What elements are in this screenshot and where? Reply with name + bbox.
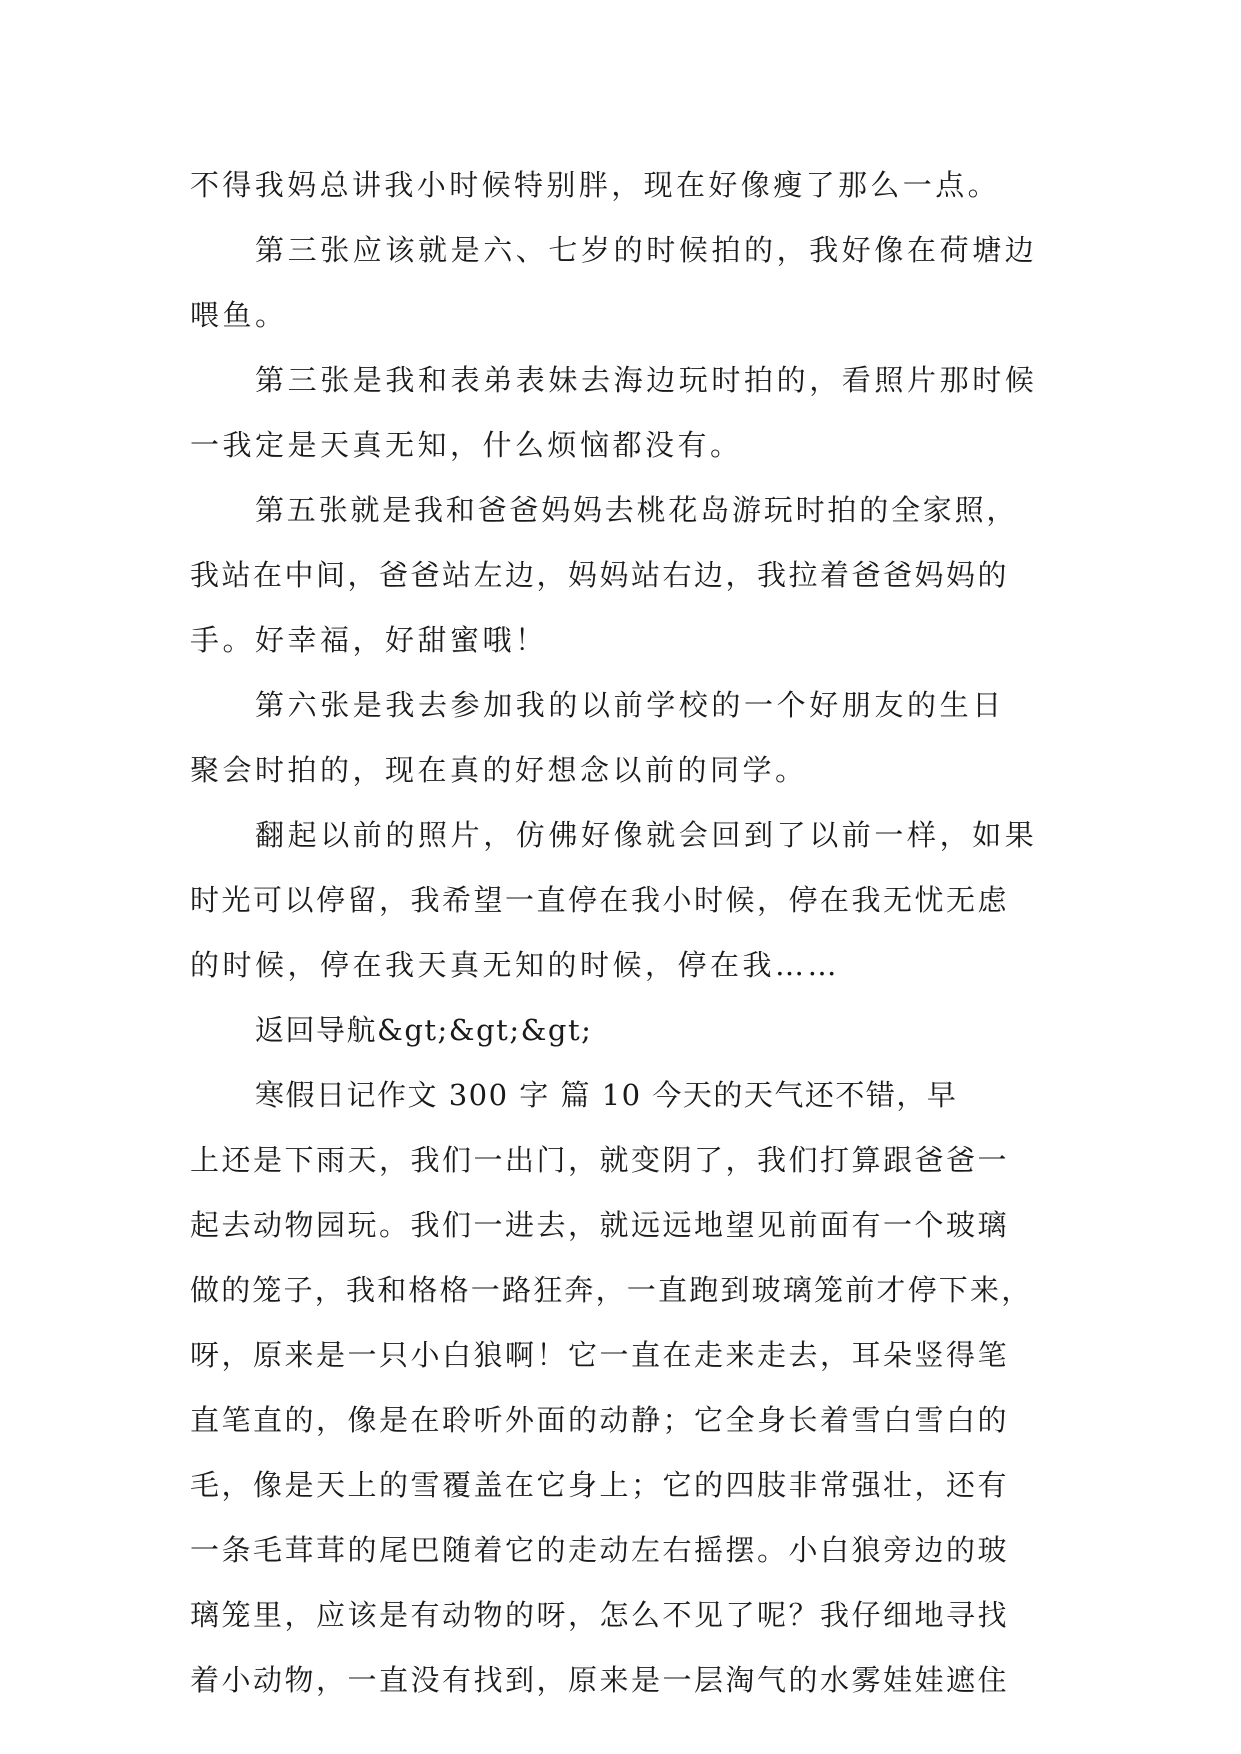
text-line: 直笔直的，像是在聆听外面的动静；它全身长着雪白雪白的 [190,1403,1010,1437]
paragraph-start: 翻起以前的照片，仿佛好像就会回到了以前一样，如果 [255,818,1038,852]
text-line: 起去动物园玩。我们一进去，就远远地望见前面有一个玻璃 [190,1208,1010,1242]
text-line: 时光可以停留，我希望一直停在我小时候，停在我无忧无虑 [190,883,1010,917]
text-line: 呀，原来是一只小白狼啊！它一直在走来走去，耳朵竖得笔 [190,1338,1010,1372]
back-to-navigation-link[interactable]: 返回导航&gt;&gt;&gt; [255,1013,593,1047]
text-line: 毛，像是天上的雪覆盖在它身上；它的四肢非常强壮，还有 [190,1468,1010,1502]
paragraph-start: 第五张就是我和爸爸妈妈去桃花岛游玩时拍的全家照， [255,493,1019,527]
text-line: 一条毛茸茸的尾巴随着它的走动左右摇摆。小白狼旁边的玻 [190,1533,1010,1567]
text-line: 上还是下雨天，我们一出门，就变阴了，我们打算跟爸爸一 [190,1143,1010,1177]
text-line: 璃笼里，应该是有动物的呀，怎么不见了呢？我仔细地寻找 [190,1598,1010,1632]
text-line: 着小动物，一直没有找到，原来是一层淘气的水雾娃娃遮住 [190,1663,1010,1697]
text-line: 一我定是天真无知，什么烦恼都没有。 [190,428,743,462]
paragraph-start: 第六张是我去参加我的以前学校的一个好朋友的生日 [255,688,1005,722]
text-line: 的时候，停在我天真无知的时候，停在我…… [190,948,841,982]
text-line: 手。好幸福，好甜蜜哦！ [190,623,548,657]
text-line: 聚会时拍的，现在真的好想念以前的同学。 [190,753,808,787]
article-heading-line: 寒假日记作文 300 字 篇 10 今天的天气还不错，早 [255,1078,958,1112]
paragraph-start: 第三张是我和表弟表妹去海边玩时拍的，看照片那时候 [255,363,1038,397]
text-line: 我站在中间，爸爸站左边，妈妈站右边，我拉着爸爸妈妈的 [190,558,1010,592]
text-line: 喂鱼。 [190,298,288,332]
paragraph-start: 第三张应该就是六、七岁的时候拍的，我好像在荷塘边 [255,233,1038,267]
text-line: 不得我妈总讲我小时候特别胖，现在好像瘦了那么一点。 [190,168,1001,202]
text-line: 做的笼子，我和格格一路狂奔，一直跑到玻璃笼前才停下来， [190,1273,1033,1307]
